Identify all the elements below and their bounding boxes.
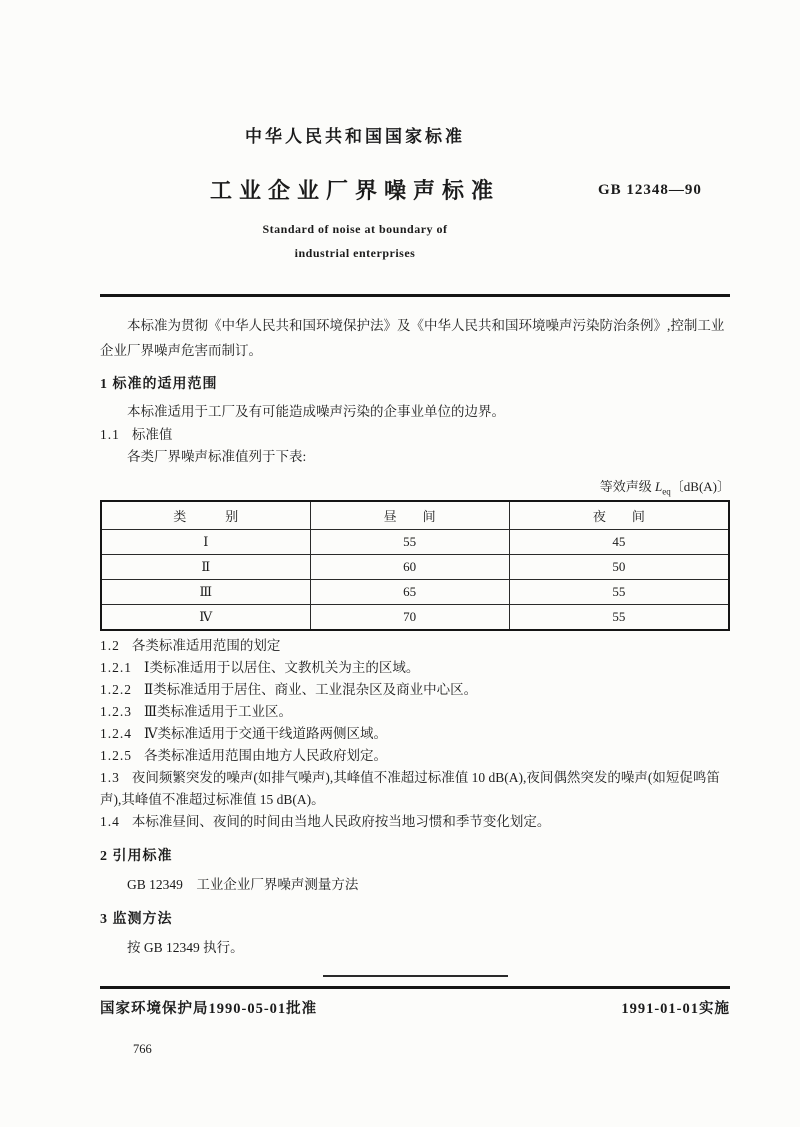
clause-item: [100, 701, 730, 723]
clause-item: [100, 657, 730, 679]
day-cell: 55: [310, 529, 509, 554]
national-standard-label: 中华人民共和国国家标准: [245, 127, 465, 146]
document-header: [100, 0, 730, 294]
footer-rule: [100, 986, 730, 989]
clause-number: 1.2: [100, 637, 120, 653]
intro-paragraph: 本标准为贯彻《中华人民共和国环境保护法》及《中华人民共和国环境噪声污染防治条例》,控制工业企业厂界噪声危害而制订。: [100, 318, 725, 358]
clause-number: 1.2.3: [100, 703, 132, 719]
clause-item: [100, 811, 730, 833]
monitoring-method-text: 按 GB 12349 执行。: [127, 939, 244, 955]
unit-label-variable: L: [655, 479, 663, 494]
clause-text: 标准值: [131, 427, 173, 442]
clause-number: 1.4: [100, 813, 120, 829]
page-number: 766: [133, 1042, 152, 1056]
equivalent-sound-level-label: [100, 476, 730, 497]
col-header-night: 夜 间: [509, 501, 729, 530]
clause-text: Ⅳ类标准适用于交通干线道路两侧区域。: [144, 725, 387, 741]
clause-number: 1.2.1: [100, 659, 132, 675]
section-3-heading: 3 监测方法: [100, 911, 173, 927]
header-rule: [100, 294, 730, 297]
clause-item: [100, 723, 730, 745]
scope-paragraph: 本标准适用于工厂及有可能造成噪声污染的企事业单位的边界。: [127, 404, 505, 419]
implementation-text: 1991-01-01实施: [621, 1001, 730, 1017]
clause-number: 1.2.4: [100, 725, 132, 741]
clause-text: 本标准昼间、夜间的时间由当地人民政府按当地习惯和季节变化划定。: [131, 813, 551, 829]
reference-standard-text: GB 12349 工业企业厂界噪声测量方法: [127, 876, 359, 892]
document-footer: [100, 986, 730, 1018]
clause-item: [100, 635, 730, 657]
night-cell: 45: [509, 529, 729, 554]
clause-item: [100, 767, 730, 811]
section-1-heading: 1 标准的适用范围: [100, 377, 218, 392]
document-title: 工业企业厂界噪声标准: [209, 178, 500, 203]
section-2-heading: 2 引用标准: [100, 848, 173, 864]
clause-text: Ⅲ类标准适用于工业区。: [144, 703, 293, 719]
day-cell: 70: [310, 604, 509, 630]
clause-text: Ⅱ类标准适用于居住、商业、工业混杂区及商业中心区。: [144, 681, 478, 697]
clause-text: 各类标准适用范围由地方人民政府划定。: [144, 747, 387, 763]
clause-text: Ⅰ类标准适用于以居住、文教机关为主的区域。: [144, 659, 420, 675]
night-cell: 50: [509, 554, 729, 579]
col-header-day: 昼 间: [310, 501, 509, 530]
unit-label-suffix: 〔dB(A)〕: [670, 479, 730, 494]
table-row: [101, 554, 729, 579]
table-row: [101, 529, 729, 554]
standard-code: GB 12348—90: [598, 182, 702, 198]
night-cell: 55: [509, 604, 729, 630]
english-title-line1: Standard of noise at boundary of: [262, 222, 448, 236]
noise-limits-table: [100, 500, 730, 631]
night-cell: 55: [509, 579, 729, 604]
table-header-row: [101, 501, 729, 530]
clause-number: 1.2.5: [100, 747, 132, 763]
table-row: [101, 604, 729, 630]
clause-item: [100, 745, 730, 767]
approval-text: 国家环境保护局1990-05-01批准: [100, 1001, 318, 1017]
unit-label-subscript: eq: [662, 486, 671, 497]
class-cell: Ⅲ: [101, 579, 310, 604]
clause-list: [100, 635, 730, 833]
english-title-line2: industrial enterprises: [294, 246, 416, 260]
clause-1-1: [100, 424, 730, 446]
class-cell: Ⅱ: [101, 554, 310, 579]
class-cell: Ⅰ: [101, 529, 310, 554]
table-row: [101, 579, 729, 604]
end-divider: [323, 975, 508, 977]
clause-number: 1.1: [100, 427, 120, 442]
col-header-class: 类 别: [101, 501, 310, 530]
clause-number: 1.3: [100, 769, 120, 785]
day-cell: 65: [310, 579, 509, 604]
clause-text: 各类标准适用范围的划定: [131, 637, 281, 653]
clause-number: 1.2.2: [100, 681, 132, 697]
table-lead-text: 各类厂界噪声标准值列于下表:: [127, 449, 307, 464]
unit-label-prefix: 等效声级: [599, 479, 656, 494]
day-cell: 60: [310, 554, 509, 579]
clause-item: [100, 679, 730, 701]
class-cell: Ⅳ: [101, 604, 310, 630]
footer-row: [100, 997, 730, 1018]
clause-text: 夜间频繁突发的噪声(如排气噪声),其峰值不准超过标准值 10 dB(A),夜间偶然突发的噪声(如短促鸣笛声),其峰值不准超过标准值 15 dB(A)。: [100, 769, 720, 807]
